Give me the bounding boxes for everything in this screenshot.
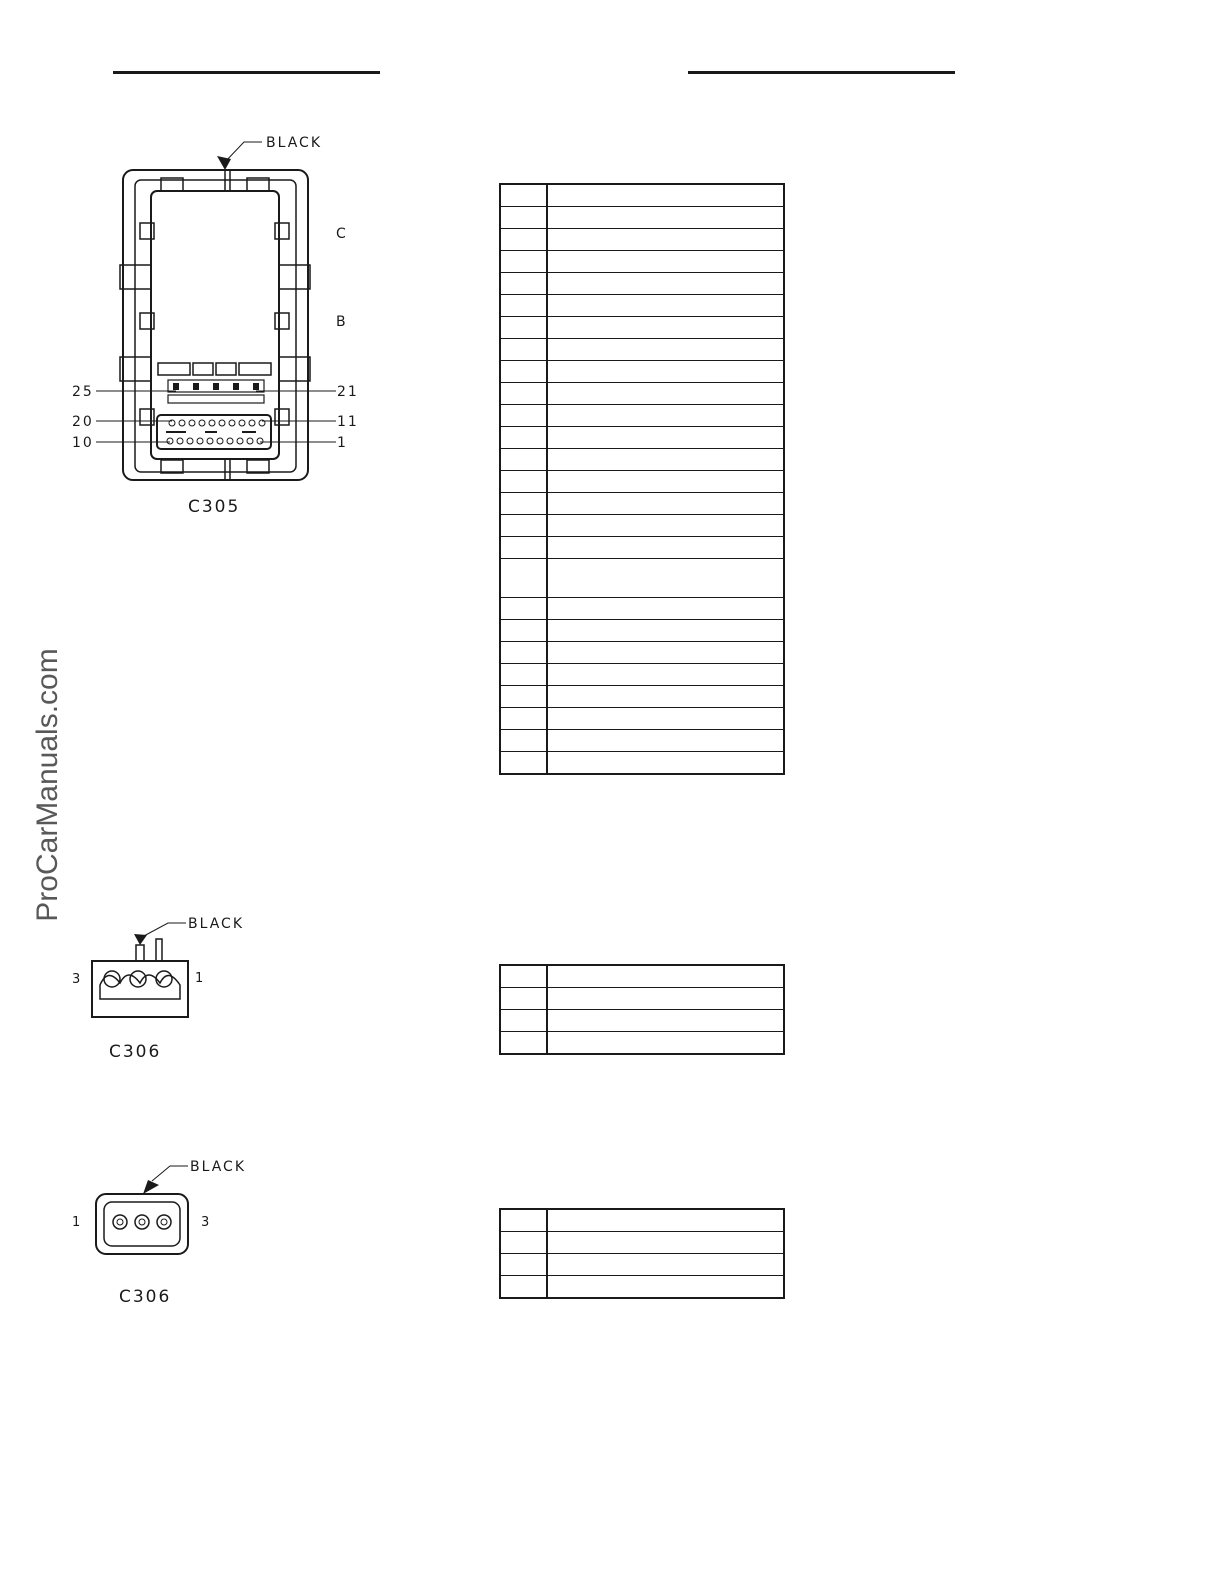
c305-pinout-table bbox=[499, 183, 785, 775]
cavity-cell bbox=[500, 664, 547, 686]
c306-b-connector-name: C306 bbox=[119, 1287, 172, 1307]
circuit-function-cell bbox=[547, 559, 784, 598]
table-row bbox=[500, 471, 784, 493]
cavity-cell bbox=[500, 427, 547, 449]
c306-a-color-label: BLACK bbox=[188, 916, 245, 932]
table-row bbox=[500, 361, 784, 383]
cavity-cell bbox=[500, 273, 547, 295]
cavity-cell bbox=[500, 686, 547, 708]
c305-label-25: 25 bbox=[72, 384, 94, 400]
c305-label-1: 1 bbox=[337, 435, 348, 451]
c305-label-11: 11 bbox=[337, 414, 359, 430]
table-row bbox=[500, 251, 784, 273]
table-row bbox=[500, 642, 784, 664]
table-row bbox=[500, 1032, 784, 1055]
c305-label-10: 10 bbox=[72, 435, 94, 451]
table-row bbox=[500, 537, 784, 559]
table-row bbox=[500, 1276, 784, 1299]
circuit-function-cell bbox=[547, 1254, 784, 1276]
table-row bbox=[500, 295, 784, 317]
cavity-cell bbox=[500, 620, 547, 642]
circuit-function-cell bbox=[547, 405, 784, 427]
circuit-function-cell bbox=[547, 598, 784, 620]
circuit-function-cell bbox=[547, 752, 784, 775]
table-row bbox=[500, 752, 784, 775]
circuit-function-cell bbox=[547, 1232, 784, 1254]
cavity-cell bbox=[500, 1254, 547, 1276]
circuit-function-cell bbox=[547, 317, 784, 339]
c306-b-label-right: 3 bbox=[201, 1215, 212, 1230]
cavity-cell bbox=[500, 708, 547, 730]
c305-label-c: C bbox=[336, 226, 348, 242]
c305-label-20: 20 bbox=[72, 414, 94, 430]
cavity-cell bbox=[500, 752, 547, 775]
cavity-cell bbox=[500, 295, 547, 317]
cavity-cell bbox=[500, 361, 547, 383]
table-row bbox=[500, 427, 784, 449]
table-row bbox=[500, 273, 784, 295]
circuit-function-cell bbox=[547, 1209, 784, 1232]
table-row bbox=[500, 1209, 784, 1232]
cavity-cell bbox=[500, 383, 547, 405]
circuit-function-cell bbox=[547, 1276, 784, 1299]
cavity-cell bbox=[500, 339, 547, 361]
cavity-cell bbox=[500, 1209, 547, 1232]
cavity-cell bbox=[500, 207, 547, 229]
c306-b-pinout-table bbox=[499, 1208, 785, 1299]
table-row bbox=[500, 449, 784, 471]
table-row bbox=[500, 383, 784, 405]
circuit-function-cell bbox=[547, 449, 784, 471]
c305-inner-body bbox=[151, 191, 279, 459]
c306-a-housing bbox=[92, 961, 188, 1017]
watermark: ProCarManuals.com bbox=[31, 648, 64, 922]
table-row bbox=[500, 965, 784, 988]
table-row bbox=[500, 515, 784, 537]
cavity-cell bbox=[500, 537, 547, 559]
c305-label-21: 21 bbox=[337, 384, 359, 400]
table-row bbox=[500, 339, 784, 361]
circuit-function-cell bbox=[547, 537, 784, 559]
table-row bbox=[500, 405, 784, 427]
table-row bbox=[500, 708, 784, 730]
circuit-function-cell bbox=[547, 1010, 784, 1032]
c305-color-label: BLACK bbox=[266, 135, 323, 151]
table-row bbox=[500, 598, 784, 620]
table-row bbox=[500, 493, 784, 515]
table-row bbox=[500, 664, 784, 686]
circuit-function-cell bbox=[547, 515, 784, 537]
circuit-function-cell bbox=[547, 664, 784, 686]
cavity-cell bbox=[500, 317, 547, 339]
connector-c305-diagram bbox=[60, 125, 380, 525]
table-row bbox=[500, 1254, 784, 1276]
circuit-function-cell bbox=[547, 620, 784, 642]
cavity-cell bbox=[500, 598, 547, 620]
c305-label-b: B bbox=[336, 314, 348, 330]
c306-a-label-left: 3 bbox=[72, 972, 83, 987]
table-row bbox=[500, 207, 784, 229]
circuit-function-cell bbox=[547, 273, 784, 295]
c306-a-label-right: 1 bbox=[195, 971, 206, 986]
circuit-function-cell bbox=[547, 686, 784, 708]
table-row bbox=[500, 1232, 784, 1254]
cavity-cell bbox=[500, 988, 547, 1010]
table-row bbox=[500, 184, 784, 207]
cavity-cell bbox=[500, 1276, 547, 1299]
circuit-function-cell bbox=[547, 184, 784, 207]
cavity-cell bbox=[500, 515, 547, 537]
circuit-function-cell bbox=[547, 730, 784, 752]
header-rule-left bbox=[113, 71, 380, 74]
cavity-cell bbox=[500, 1232, 547, 1254]
table-row bbox=[500, 988, 784, 1010]
circuit-function-cell bbox=[547, 965, 784, 988]
cavity-cell bbox=[500, 251, 547, 273]
cavity-cell bbox=[500, 449, 547, 471]
table-row bbox=[500, 559, 784, 598]
circuit-function-cell bbox=[547, 229, 784, 251]
table-row bbox=[500, 686, 784, 708]
table-row bbox=[500, 1010, 784, 1032]
c306-a-pinout-table bbox=[499, 964, 785, 1055]
table-row bbox=[500, 730, 784, 752]
cavity-cell bbox=[500, 405, 547, 427]
header-rule-right bbox=[688, 71, 955, 74]
circuit-function-cell bbox=[547, 471, 784, 493]
circuit-function-cell bbox=[547, 988, 784, 1010]
cavity-cell bbox=[500, 1032, 547, 1055]
circuit-function-cell bbox=[547, 251, 784, 273]
c306-a-connector-name: C306 bbox=[109, 1042, 162, 1062]
c305-connector-name: C305 bbox=[188, 497, 241, 517]
circuit-function-cell bbox=[547, 1032, 784, 1055]
cavity-cell bbox=[500, 493, 547, 515]
c306-b-color-label: BLACK bbox=[190, 1159, 247, 1175]
cavity-cell bbox=[500, 642, 547, 664]
cavity-cell bbox=[500, 730, 547, 752]
table-row bbox=[500, 620, 784, 642]
circuit-function-cell bbox=[547, 642, 784, 664]
cavity-cell bbox=[500, 471, 547, 493]
cavity-cell bbox=[500, 184, 547, 207]
table-row bbox=[500, 229, 784, 251]
circuit-function-cell bbox=[547, 493, 784, 515]
cavity-cell bbox=[500, 965, 547, 988]
circuit-function-cell bbox=[547, 708, 784, 730]
circuit-function-cell bbox=[547, 295, 784, 317]
cavity-cell bbox=[500, 1010, 547, 1032]
cavity-cell bbox=[500, 559, 547, 598]
circuit-function-cell bbox=[547, 339, 784, 361]
cavity-cell bbox=[500, 229, 547, 251]
c306-b-label-left: 1 bbox=[72, 1215, 83, 1230]
connector-c306-a-diagram bbox=[60, 905, 260, 1065]
connector-c306-b-diagram bbox=[60, 1150, 260, 1310]
circuit-function-cell bbox=[547, 361, 784, 383]
table-row bbox=[500, 317, 784, 339]
circuit-function-cell bbox=[547, 383, 784, 405]
circuit-function-cell bbox=[547, 427, 784, 449]
circuit-function-cell bbox=[547, 207, 784, 229]
